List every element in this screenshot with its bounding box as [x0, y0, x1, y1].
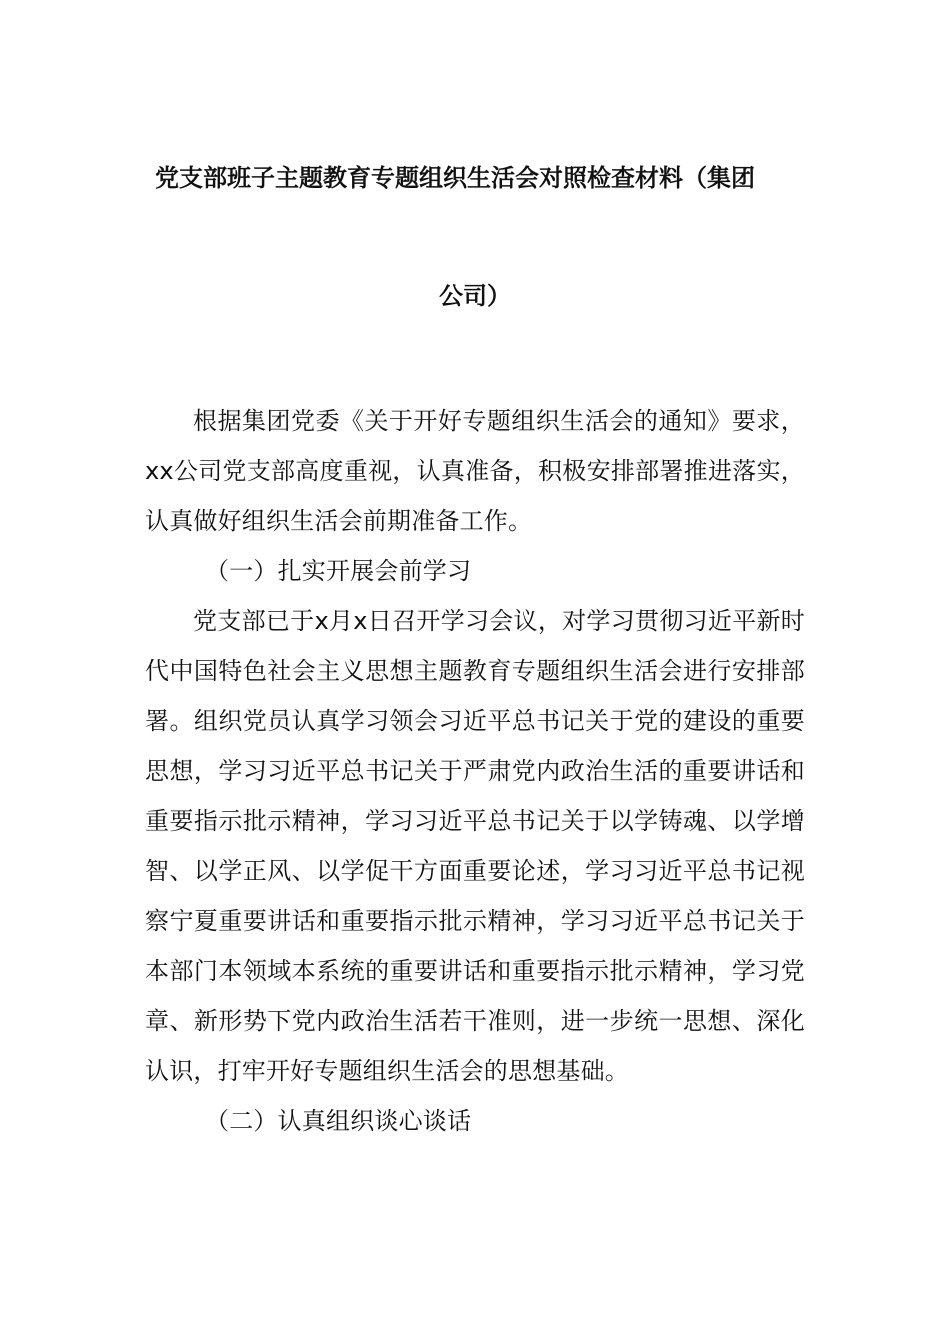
document-body: [145, 396, 805, 1146]
paragraph-study: 党支部已于x月x日召开学习会议，对学习贯彻习近平新时代中国特色社会主义思想主题教育专题组织生活会进行安排部署。组织党员认真学习领会习近平总书记关于党的建设的重要思想，学习习近平总书记关于严肃党内政治生活的重要讲话和重要指示批示精神，学习习近平总书记关于以学铸魂、以学增智、以学正风、以学促干方面重要论述，学习习近平总书记视察宁夏重要讲话和重要指示批示精神，学习习近平总书记关于本部门本领域本系统的重要讲话和重要指示批示精神，学习党章、新形势下党内政治生活若干准则，进一步统一思想、深化认识，打牢开好专题组织生活会的思想基础。: [145, 607, 805, 1085]
section-heading-2: （二）认真组织谈心谈话: [205, 1107, 472, 1135]
document-title-line-1: 党支部班子主题教育专题组织生活会对照检查材料（集团: [155, 164, 755, 192]
paragraph-intro: 根据集团党委《关于开好专题组织生活会的通知》要求，xx公司党支部高度重视，认真准备，积极安排部署推进落实，认真做好组织生活会前期准备工作。: [145, 407, 805, 535]
section-heading-1: （一）扎实开展会前学习: [205, 557, 472, 585]
document-title-line-2: 公司）: [439, 282, 511, 310]
